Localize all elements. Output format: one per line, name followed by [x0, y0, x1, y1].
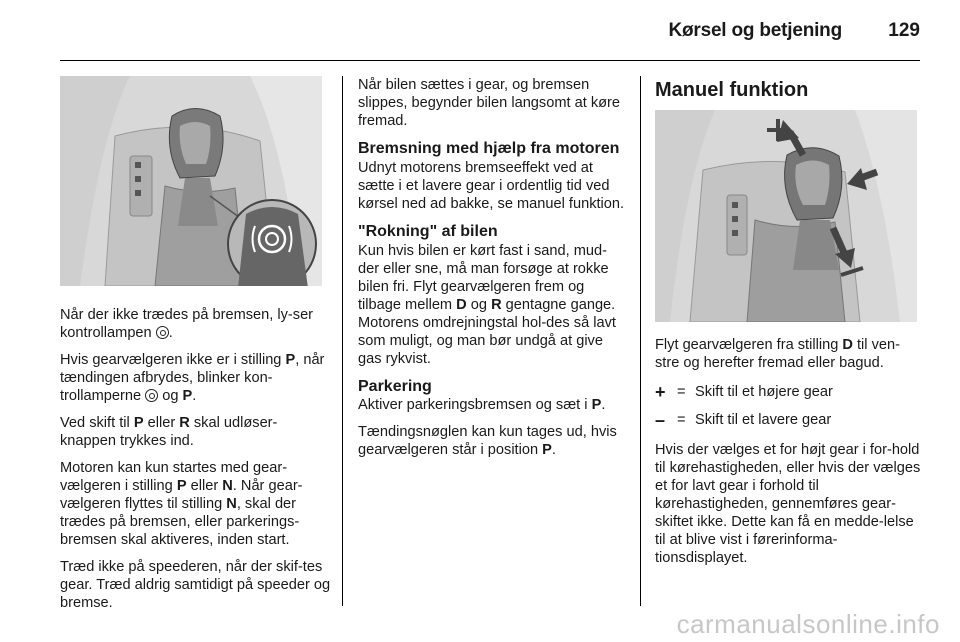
page-header [0, 0, 960, 62]
parking-paragraph: Aktiver parkeringsbremsen og sæt i P. [358, 397, 606, 413]
watermark: carmanualsonline.info [676, 609, 940, 639]
manual-mode-heading: Manuel funktion [655, 79, 809, 101]
column-divider-1 [342, 76, 343, 606]
column-divider-2 [640, 76, 641, 606]
column-3 [655, 76, 923, 576]
position-p-paragraph: Hvis gearvælgeren ikke er i stilling P, når tændingen afbrydes, blinker kon-trollamperne og P. [60, 352, 325, 404]
column-2 [358, 76, 626, 468]
creep-paragraph: Når bilen sættes i gear, og bremsen slippes, begynder bilen langsomt at køre fremad. [358, 77, 621, 129]
column-1 [60, 76, 332, 621]
gear-selector-illustration [60, 76, 322, 286]
gear-selector-brake-lamp-figure [60, 76, 322, 286]
page-number: 129 [888, 20, 920, 41]
ignition-key-paragraph: Tændingsnøglen kan kun tages ud, hvis gearvælgeren står i position P. [358, 424, 617, 458]
brake-warning-lamp-icon [145, 389, 158, 402]
manual-shift-paragraph: Flyt gearvælgeren fra stilling D til ven-stre og herefter fremad eller bagud. [655, 337, 900, 371]
gear-limit-paragraph: Hvis der vælges et for højt gear i for-hold til kørehastigheden, eller hvis der vælges et for lavt gear i forhold til kørehastigheden, gennemføres gear-skiftet ikke. Dette kan få en medde-lelse til at blive vist i førerinforma-tionsdisplayet. [655, 442, 921, 566]
parking-heading: Parkering [358, 378, 432, 395]
brake-lamp-paragraph: Når der ikke trædes på bremsen, ly-ser kontrollampen . [60, 307, 314, 341]
brake-warning-lamp-icon [156, 326, 169, 339]
header-rule [60, 60, 920, 61]
engine-brake-paragraph: Udnyt motorens bremseeffekt ved at sætte i et lavere gear i ordentlig tid ved kørsel ned ad bakke, se manuel funktion. [358, 160, 625, 212]
engine-start-paragraph: Motoren kan kun startes med gear-vælgeren i stilling P eller N. Når gear-vælgeren flyttes til stilling N, skal der trædes på bremsen, eller parkerings-bremsen skal aktiveres, inden start. [60, 460, 303, 548]
accelerator-warning-paragraph: Træd ikke på speederen, når der skif-tes gear. Træd aldrig samtidigt på speeder og bremse. [60, 559, 331, 611]
manual-shift-illustration [655, 110, 917, 322]
shift-legend [655, 381, 923, 431]
legend-row-downshift: – = Skift til et lavere gear [655, 410, 832, 430]
rocking-heading: "Rokning" af bilen [358, 223, 498, 240]
plus-icon: + [655, 382, 666, 402]
rocking-paragraph: Kun hvis bilen er kørt fast i sand, mud-der eller sne, må man forsøge at rokke bilen fri. Flyt gearvælgeren frem og tilbage mellem D og R gentagne gange. Motorens omdrejningstal hol-des så lavt som muligt, og man bør undgå at give gas rykvist. [358, 243, 616, 367]
minus-icon: – [655, 410, 666, 430]
manual-mode-figure [655, 110, 917, 322]
release-button-paragraph: Ved skift til P eller R skal udløser-knappen trykkes ind. [60, 415, 278, 449]
engine-brake-heading: Bremsning med hjælp fra motoren [358, 140, 620, 157]
page-title: Kørsel og betjening [668, 20, 842, 41]
legend-row-upshift: + = Skift til et højere gear [655, 382, 833, 402]
